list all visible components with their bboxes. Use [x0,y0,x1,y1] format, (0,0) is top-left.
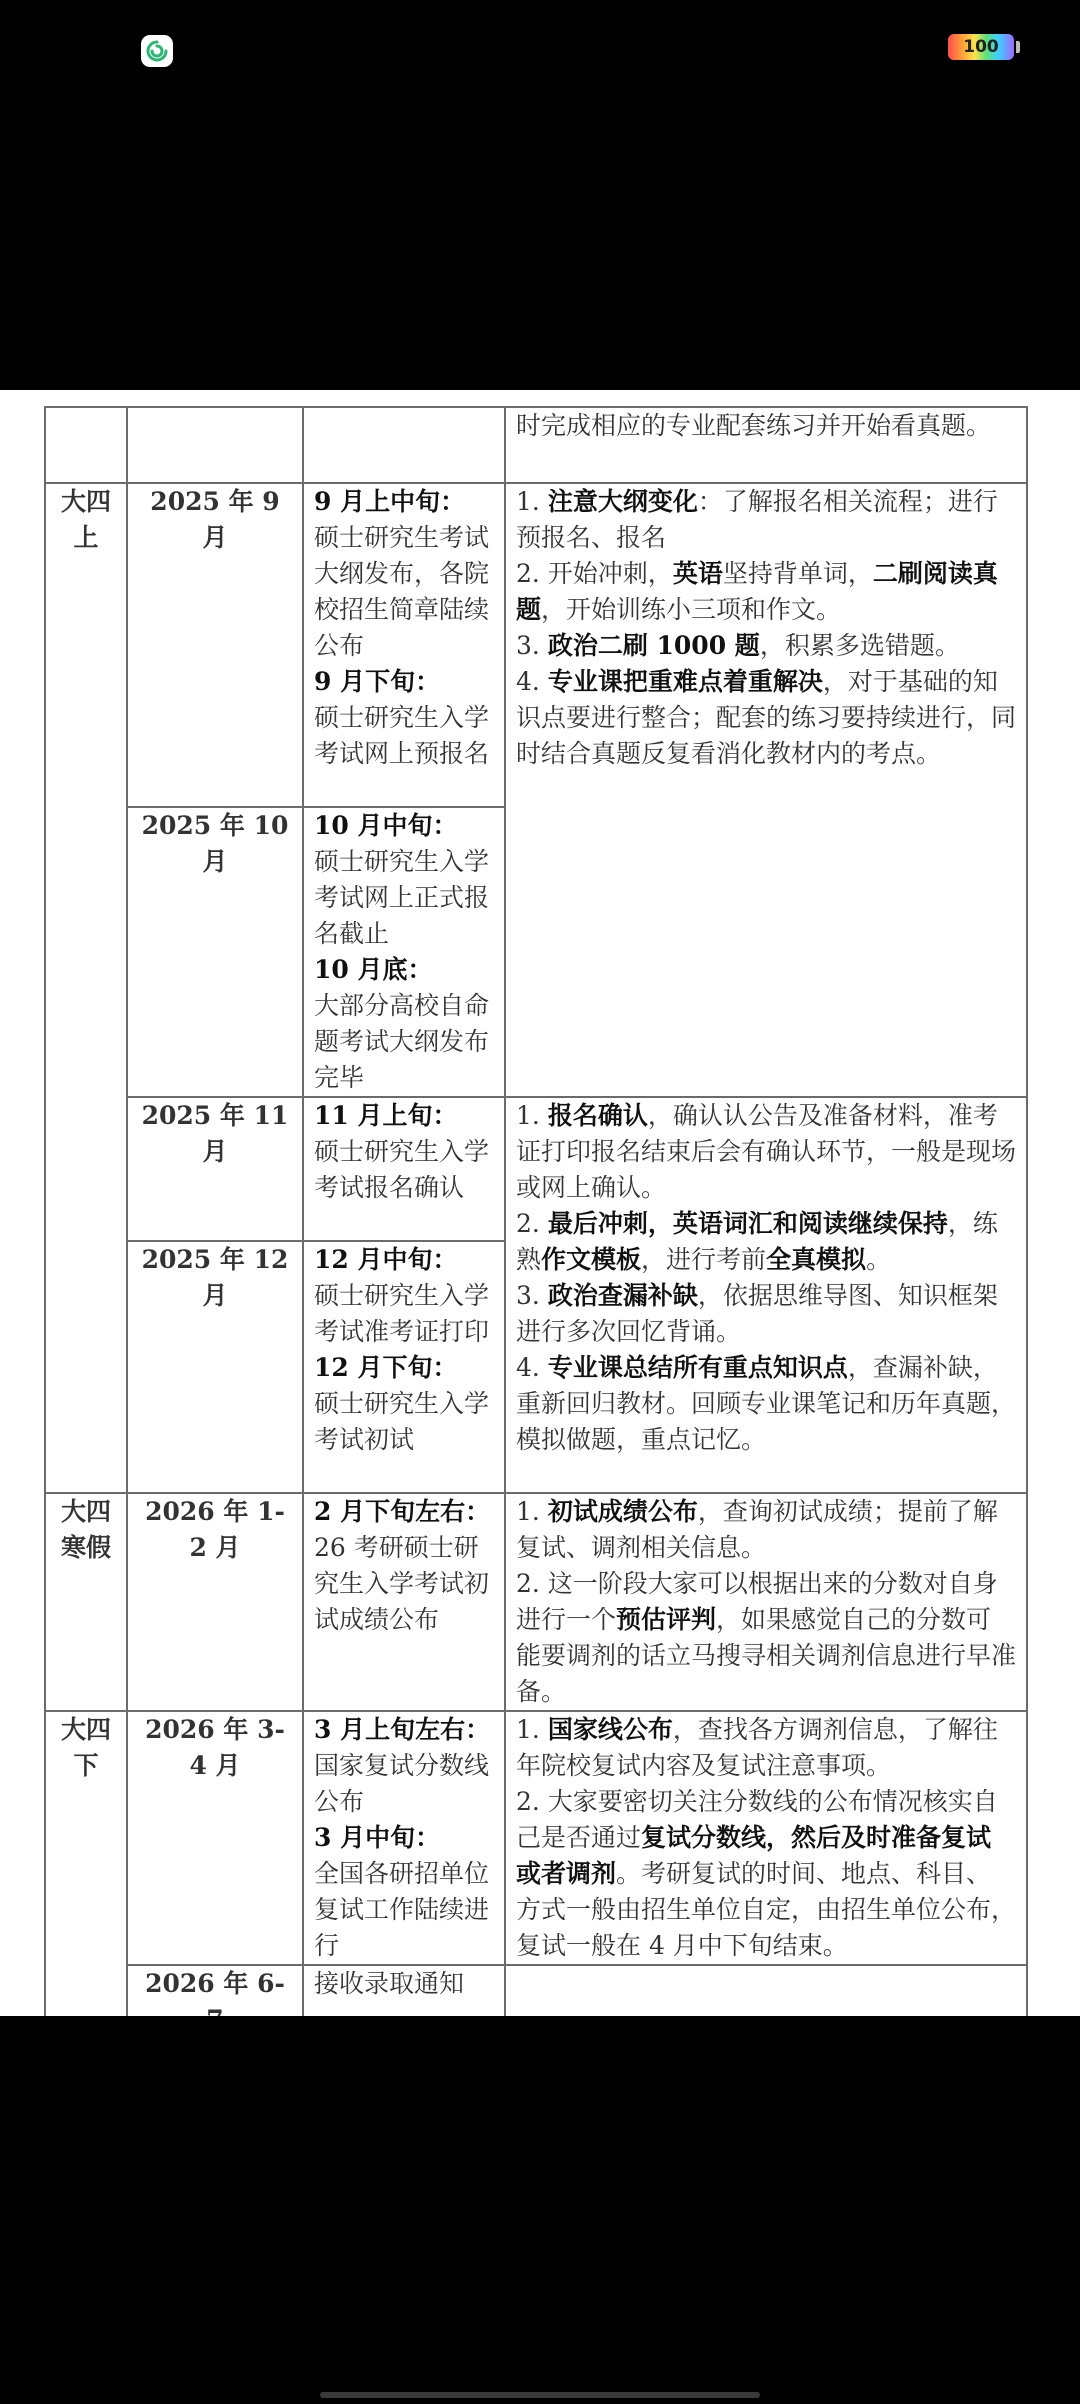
detail-text: 1. [516,1497,548,1526]
month-cell: 2025 年 12 月 [127,1241,303,1493]
status-bar [0,0,1080,90]
table-row [45,1711,1027,1965]
details-cell [505,483,1027,1097]
month-cell: 2026 年 1-2 月 [127,1493,303,1711]
document-page [0,390,1080,2016]
detail-text: 2. 这一阶段大家可以根据出来的分数对自身进行一个 [516,1569,998,1634]
detail-text: ，积累多选错题。 [759,631,960,660]
events-cell: 11 月上旬： 硕士研究生入学考试报名确认 [303,1097,505,1241]
month-cell: 2025 年 9 月 [127,483,303,807]
detail-text: 。考研复试的时间、地点、科目、方式一般由招生单位自定，由招生单位公布，复试一般在 4 月中下旬结束。 [516,1859,1017,1960]
detail-text: 1. [516,1715,548,1744]
detail-text: 3. [516,631,548,660]
detail-text: ，对于基础的知识点要进行整合；配套的练习要持续进行，同时结合真题反复看消化教材内的考点。 [516,667,1017,768]
detail-paragraph [516,1494,1016,1566]
highlight-text: 注意大纲变化 [547,487,698,516]
details-cell: 时完成相应的专业配套练习并开始看真题。 [505,407,1027,483]
detail-text: ：了解报名相关流程；进行预报名、报名 [516,487,998,552]
table-row [45,407,1027,483]
home-indicator[interactable] [320,2392,760,2398]
events-cell: 接收录取通知 [303,1965,505,2039]
highlight-text: 政治二刷 1000 题 [547,631,760,660]
table-row [45,1493,1027,1711]
events-cell: 10 月中旬： 硕士研究生入学考试网上正式报名截止 10 月底： 大部分高校自命题考试大纲发布完毕 [303,807,505,1097]
detail-paragraph [516,484,1016,556]
detail-paragraph [516,1566,1016,1710]
highlight-text: 国家线公布 [547,1715,673,1744]
events-cell [303,407,505,483]
month-cell: 2025 年 11 月 [127,1097,303,1241]
detail-paragraph [516,1784,1016,1964]
schedule-table [44,406,1028,2040]
highlight-text: 初试成绩公布 [547,1497,698,1526]
phase-cell [45,407,127,483]
highlight-text: 最后冲刺，英语词汇和阅读继续保持 [547,1209,948,1238]
detail-text: ，依据思维导图、知识框架进行多次回忆背诵。 [516,1281,998,1346]
detail-paragraph [516,1278,1016,1350]
detail-paragraph [516,1206,1016,1278]
month-cell: 2026 年 3-4 月 [127,1711,303,1965]
highlight-text: 专业课把重难点着重解决 [547,667,823,696]
highlight-text: 英语 [672,559,723,588]
detail-paragraph [516,1350,1016,1458]
battery-indicator: 100 [948,34,1014,60]
highlight-text: 二刷阅读真题 [516,559,998,624]
detail-text: 2. 大家要密切关注分数线的公布情况核实自己是否通过 [516,1787,998,1852]
highlight-text: 专业课总结所有重点知识点 [547,1353,848,1382]
detail-text: ，查询初试成绩；提前了解复试、调剂相关信息。 [516,1497,998,1562]
month-cell: 2025 年 10 月 [127,807,303,1097]
month-cell [127,407,303,483]
highlight-text: 政治查漏补缺 [547,1281,698,1310]
detail-paragraph [516,628,1016,664]
highlight-text: 预估评判 [616,1605,717,1634]
details-cell [505,1493,1027,1711]
month-cell: 2026 年 6- [127,1965,303,2039]
detail-text: 1. [516,1101,548,1130]
bottom-bar [0,2016,1080,2404]
highlight-text: 作文模板 [541,1245,642,1274]
refresh-icon [145,39,169,63]
detail-paragraph [516,664,1016,772]
events-cell: 3 月上旬左右： 国家复试分数线公布 3 月中旬： 全国各研招单位复试工作陆续进行 [303,1711,505,1965]
detail-text: ，开始训练小三项和作文。 [541,595,842,624]
phase-cell: 大四上 [45,483,127,1493]
detail-text: 坚持背单词， [722,559,873,588]
highlight-text: 全真模拟 [766,1245,867,1274]
detail-text: 。 [866,1245,892,1274]
detail-text: ，确认认公告及准备材料，准考证打印报名结束后会有确认环节，一般是现场或网上确认。 [516,1101,1017,1202]
detail-text: 1. [516,487,548,516]
detail-paragraph [516,1712,1016,1784]
phase-cell: 大四下 [45,1711,127,2039]
detail-text: 2. [516,1209,548,1238]
detail-text: 2. 开始冲刺， [516,559,673,588]
highlight-text: 报名确认 [547,1101,648,1130]
battery-cap [1016,41,1020,53]
table-row [45,483,1027,807]
detail-text: ，进行考前 [641,1245,767,1274]
detail-text: ，如果感觉自己的分数可能要调剂的话立马搜寻相关调剂信息进行早准备。 [516,1605,1017,1706]
events-cell: 2 月下旬左右： 26 考研硕士研究生入学考试初试成绩公布 [303,1493,505,1711]
events-cell: 9 月上中旬： 硕士研究生考试大纲发布，各院校招生简章陆续公布 9 月下旬： 硕士研究生入学考试网上预报名 [303,483,505,807]
details-cell [505,1711,1027,1965]
phase-cell: 大四寒假 [45,1493,127,1711]
table-row [45,1097,1027,1241]
detail-text: ，查找各方调剂信息，了解往年院校复试内容及复试注意事项。 [516,1715,998,1780]
highlight-text: 复试分数线，然后及时准备复试或者调剂 [516,1823,992,1888]
detail-text: 4. [516,667,548,696]
detail-paragraph [516,556,1016,628]
detail-paragraph [516,1098,1016,1206]
detail-text: 4. [516,1353,548,1382]
detail-text: ，练熟 [516,1209,998,1274]
events-cell: 12 月中旬： 硕士研究生入学考试准考证打印 12 月下旬： 硕士研究生入学考试初试 [303,1241,505,1493]
details-cell [505,1097,1027,1493]
app-icon [141,35,173,67]
detail-text: ，查漏补缺，重新回归教材。回顾专业课笔记和历年真题，模拟做题，重点记忆。 [516,1353,1017,1454]
detail-text: 3. [516,1281,548,1310]
